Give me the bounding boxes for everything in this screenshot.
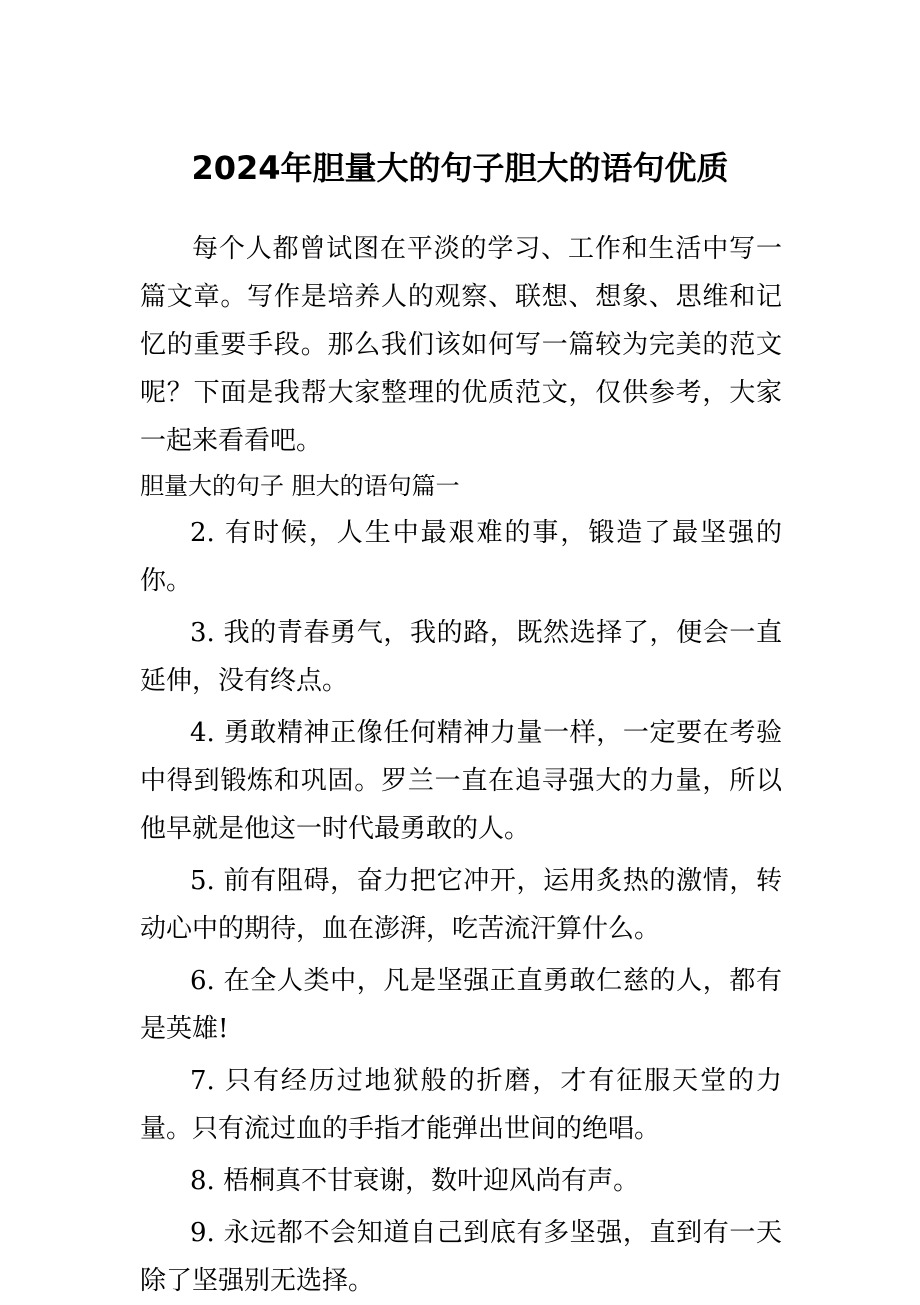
list-item: 8. 梧桐真不甘衰谢，数叶迎风尚有声。 xyxy=(190,1166,640,1196)
list-item: 2. 有时候，人生中最艰难的事，锻造了最坚强的你。 xyxy=(140,518,782,596)
intro-paragraph: 每个人都曾试图在平淡的学习、工作和生活中写一篇文章。写作是培养人的观察、联想、想象、思维和记忆的重要手段。那么我们该如何写一篇较为完美的范文呢？下面是我帮大家整理的优质范文，仅供参考，大家一起来看看吧。 xyxy=(140,234,782,456)
list-item: 5. 前有阻碍，奋力把它冲开，运用炙热的激情，转动心中的期待，血在澎湃，吃苦流汗算什么。 xyxy=(140,866,782,944)
list-item: 7. 只有经历过地狱般的折磨，才有征服天堂的力量。只有流过血的手指才能弹出世间的绝唱。 xyxy=(140,1066,782,1144)
section-heading: 胆量大的句子 胆大的语句篇一 xyxy=(140,472,460,500)
document-body xyxy=(140,225,782,1305)
list-item: 6. 在全人类中，凡是坚强正直勇敢仁慈的人，都有是英雄! xyxy=(140,966,782,1044)
list-item: 9. 永远都不会知道自己到底有多坚强，直到有一天除了坚强别无选择。 xyxy=(140,1218,782,1296)
document-title: 2024年胆量大的句子胆大的语句优质 xyxy=(191,149,729,187)
list-item: 3. 我的青春勇气，我的路，既然选择了，便会一直延伸，没有终点。 xyxy=(140,618,782,696)
list-item: 4. 勇敢精神正像任何精神力量一样，一定要在考验中得到锻炼和巩固。罗兰一直在追寻强大的力量，所以他早就是他这一时代最勇敢的人。 xyxy=(140,718,782,844)
